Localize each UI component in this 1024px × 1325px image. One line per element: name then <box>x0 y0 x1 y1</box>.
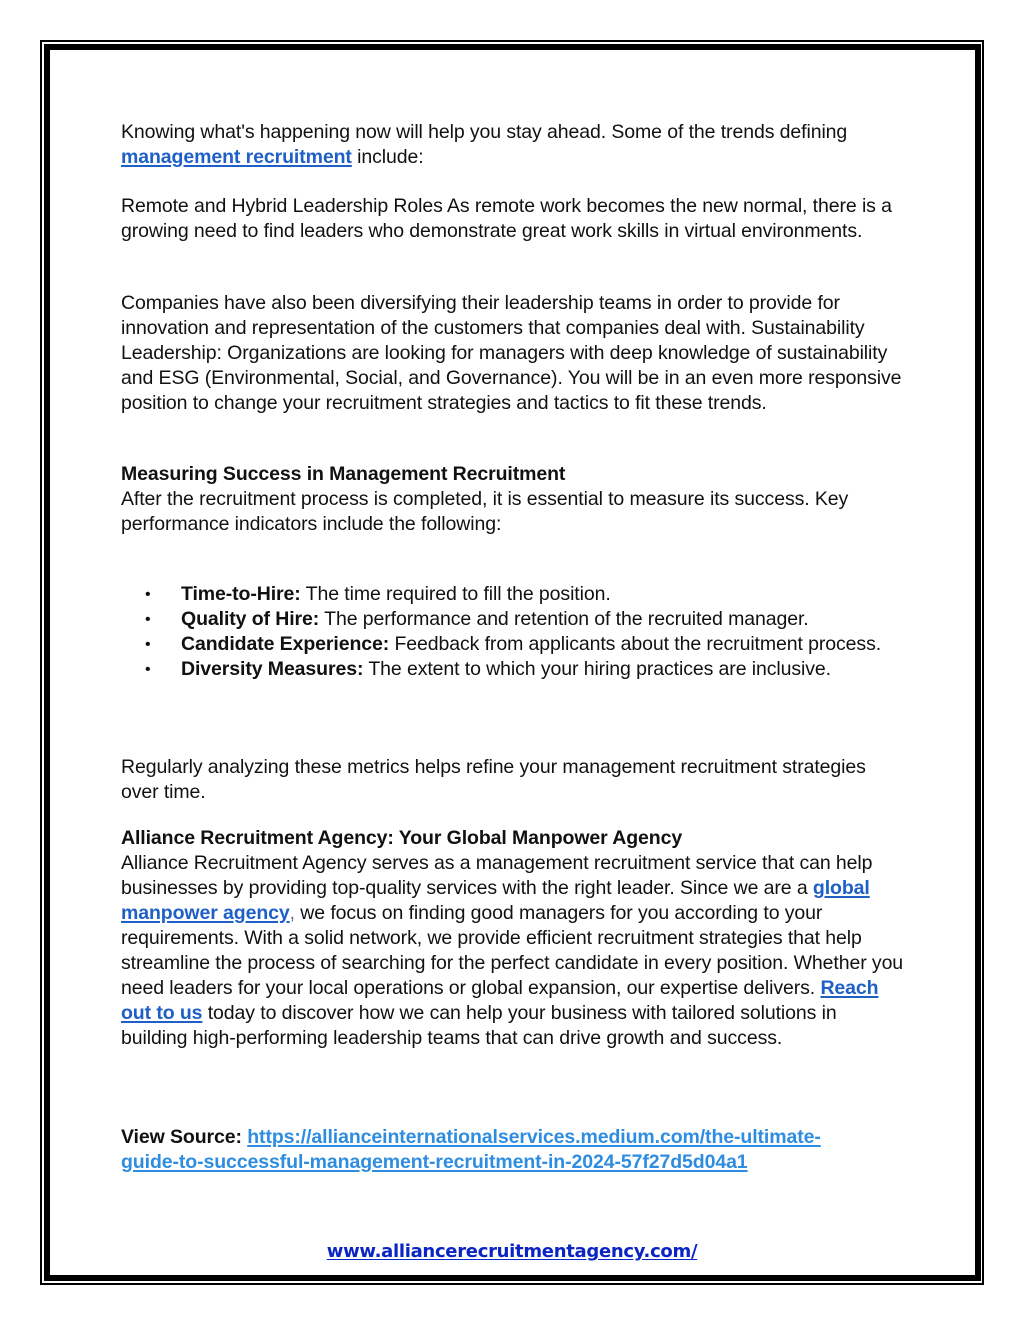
kpi-item-quality-of-hire <box>121 607 901 632</box>
kpi-description: The time required to fill the position. <box>300 583 611 605</box>
intro-text-before: Knowing what's happening now will help you stay ahead. Some of the trends defining <box>121 121 848 143</box>
bullet-icon: • <box>145 636 151 653</box>
diversity-sustainability-paragraph: Companies have also been diversifying their leadership teams in order to provide for innovation and representation of the customers that companies deal with. Sustainability Leadership: Organizations are looking for managers with deep knowledge of sustainability and ESG (Environmental, Social, and Governance). You will be in an even more responsive position to change your recruitment strategies and tactics to fit these trends. <box>121 292 902 414</box>
alliance-comma: , <box>289 902 295 924</box>
alliance-heading: Alliance Recruitment Agency: Your Global Manpower Agency <box>121 827 683 849</box>
view-source-label: View Source: <box>121 1126 248 1148</box>
alliance-paragraph <box>121 851 906 1051</box>
reach-out-link[interactable]: Reach out to us <box>121 977 879 1024</box>
bullet-icon: • <box>145 586 151 603</box>
website-link[interactable]: www.alliancerecruitmentagency.com/ <box>326 1241 698 1262</box>
kpi-list <box>121 582 901 682</box>
measuring-success-body: After the recruitment process is completed, it is essential to measure its success. Key performance indicators include the following: <box>121 488 849 535</box>
intro-text-after: include: <box>351 146 424 168</box>
remote-hybrid-paragraph: Remote and Hybrid Leadership Roles As remote work becomes the new normal, there is a growing need to find leaders who demonstrate great work skills in virtual environments. <box>121 195 892 242</box>
measuring-success-heading: Measuring Success in Management Recruitment <box>121 463 566 485</box>
kpi-term: Quality of Hire: <box>181 608 320 630</box>
intro-paragraph <box>121 120 921 170</box>
regularly-analyzing-paragraph: Regularly analyzing these metrics helps refine your management recruitment strategies over time. <box>121 756 866 803</box>
global-manpower-agency-link[interactable]: global manpower agency <box>121 877 870 924</box>
bullet-icon: • <box>145 611 151 628</box>
kpi-term: Time-to-Hire: <box>181 583 301 605</box>
alliance-text-3: today to discover how we can help your business with tailored solutions in building high-performing leadership teams that can drive growth and success. <box>121 1002 837 1049</box>
kpi-item-diversity-measures <box>121 657 861 682</box>
kpi-item-time-to-hire <box>121 582 901 607</box>
kpi-item-candidate-experience <box>121 632 891 657</box>
kpi-description: The performance and retention of the recruited manager. <box>319 608 809 630</box>
kpi-description: The extent to which your hiring practices are inclusive. <box>363 658 831 680</box>
footer <box>0 1240 1024 1264</box>
alliance-text-2: we focus on finding good managers for you according to your requirements. With a solid network, we provide efficient recruitment strategies that help streamline the process of searching for the perfect candidate in every position. Whether you need leaders for your local operations or global expansion, our expertise delivers. <box>121 902 904 999</box>
kpi-term: Candidate Experience: <box>181 633 390 655</box>
management-recruitment-link[interactable]: management recruitment <box>121 146 352 168</box>
kpi-term: Diversity Measures: <box>181 658 364 680</box>
alliance-text-1: Alliance Recruitment Agency serves as a management recruitment service that can help businesses by providing top-quality services with the right leader. Since we are a <box>121 852 873 899</box>
bullet-icon: • <box>145 661 151 678</box>
kpi-description: Feedback from applicants about the recruitment process. <box>389 633 882 655</box>
view-source-line <box>121 1125 841 1175</box>
view-source-link[interactable]: https://allianceinternationalservices.medium.com/the-ultimate-guide-to-successful-management-recruitment-in-2024-57f27d5d04a1 <box>121 1126 821 1173</box>
